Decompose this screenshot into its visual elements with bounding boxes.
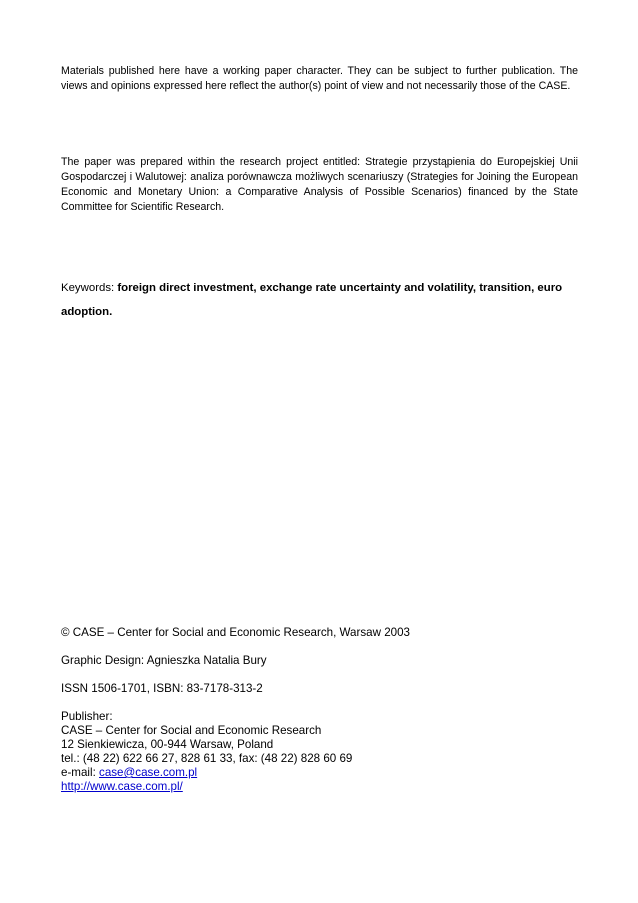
email-link[interactable]: case@case.com.pl — [99, 766, 198, 779]
issn-line: ISSN 1506-1701, ISBN: 83-7178-313-2 — [61, 682, 263, 695]
keywords-label: Keywords: — [61, 282, 118, 294]
publisher-label: Publisher: — [61, 710, 113, 723]
website-link[interactable]: http://www.case.com.pl/ — [61, 780, 183, 793]
disclaimer-block — [61, 64, 578, 94]
imprint-block — [61, 626, 578, 794]
keywords-value: foreign direct investment, exchange rate uncertainty and volatility, transition, euro adoption. — [61, 282, 563, 318]
project-note-block — [61, 155, 578, 215]
phone-line: tel.: (48 22) 622 66 27, 828 61 33, fax: (48 22) 828 60 69 — [61, 752, 353, 765]
url-line — [61, 780, 578, 794]
address-line: 12 Sienkiewicza, 00-944 Warsaw, Poland — [61, 738, 274, 751]
email-line — [61, 766, 578, 780]
project-note-text: The paper was prepared within the research project entitled: Strategie przystąpienia do Europejskiej Unii Gospodarczej i Walutowej: analiza porównawcza możliwych scenariuszy (Strategies for Joining the European Economic and Monetary Union: a Comparative Analysis of Possible Scenarios) financed by the State Committee for Scientific Research. — [61, 156, 578, 213]
disclaimer-text: Materials published here have a working paper character. They can be subject to further publication. The views and opinions expressed here reflect the author(s) point of view and not necessarily those of the CASE. — [61, 65, 578, 92]
email-label: e-mail: — [61, 766, 100, 779]
copyright-line: © CASE – Center for Social and Economic Research, Warsaw 2003 — [61, 626, 410, 639]
publisher-name: CASE – Center for Social and Economic Research — [61, 724, 322, 737]
graphic-design-line: Graphic Design: Agnieszka Natalia Bury — [61, 654, 267, 667]
keywords-block — [61, 276, 578, 324]
